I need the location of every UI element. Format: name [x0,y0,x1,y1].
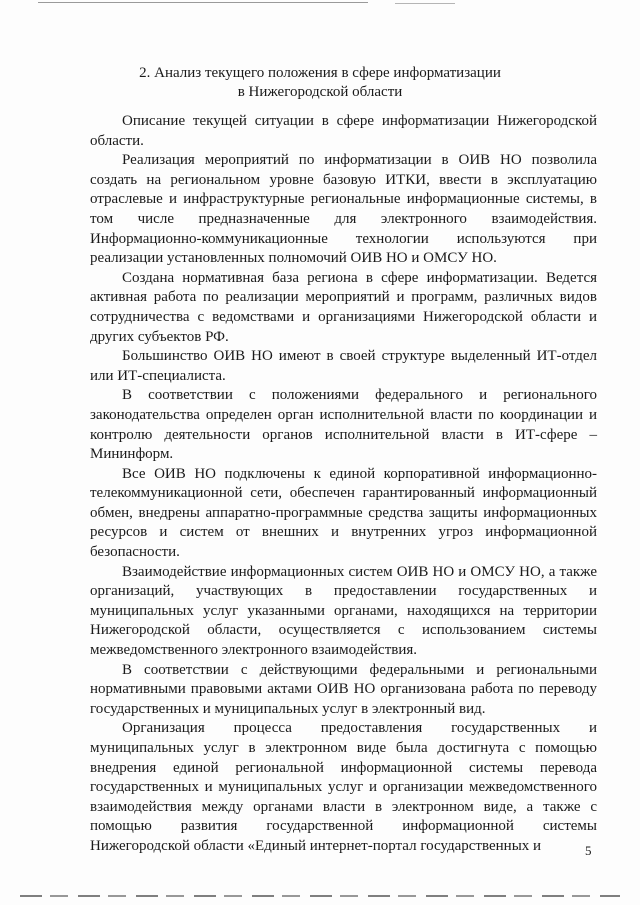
paragraph-it-departments: Большинство ОИВ НО имеют в своей структуре выделенный ИТ-отдел или ИТ-специалиста. [90,348,597,384]
heading-line-2: в Нижегородской области [237,84,403,100]
paragraph-corporate-network: Все ОИВ НО подключены к единой корпоративной информационно-телекоммуникационной сети, обеспечен гарантированный информационный обмен, внедрены аппаратно-программные средства защиты информационных ресурсов и систем от внешних и внутренних угроз информационной безопасности. [90,465,597,561]
scan-artifact-bottom [20,895,620,897]
paragraph-organization: Организация процесса предоставления государственных и муниципальных услуг в электронном виде была достигнута с помощью внедрения единой региональной информационной системы перевода государственных и муниципальных услуг и организации межведомственного взаимодействия между органами власти в электронном виде, а также с помощью развития государственной информационной системы Нижегородской области «Единый интернет-портал государственных и [90,720,597,854]
paragraph-intro: Описание текущей ситуации в сфере информатизации Нижегородской области. [90,113,597,149]
section-heading [90,64,550,102]
paragraph-electronic-services: В соответствии с действующими федеральными и региональными нормативными правовыми актами ОИВ НО организована работа по переводу государственных и муниципальных услуг в электронный вид. [90,661,597,717]
document-body [90,112,597,857]
heading-line-1: 2. Анализ текущего положения в сфере информатизации [139,65,501,81]
paragraph-interaction: Взаимодействие информационных систем ОИВ НО и ОМСУ НО, а также организаций, участвующих в предоставлении государственных и муниципальных услуг указанными органами, находящихся на территории Нижегородской области, осуществляется с использованием системы межведомственного электронного взаимодействия. [90,563,597,659]
scan-artifact-top [38,2,368,3]
page-number: 5 [585,843,592,858]
paragraph-implementation: Реализация мероприятий по информатизации в ОИВ НО позволила создать на региональном уровне базовую ИТКИ, ввести в эксплуатацию отраслевые и инфраструктурные региональные информационные системы, в том числе предназначенные для электронного взаимодействия. Информационно-коммуникационные технологии используются при реализации установленных полномочий ОИВ НО и ОМСУ НО. [90,152,597,267]
paragraph-coordination: В соответствии с положениями федерального и регионального законодательства определен орган исполнительной власти по координации и контролю деятельности органов исполнительной власти в ИТ-сфере – Мининформ. [90,387,597,463]
scan-artifact-top-right [395,3,455,4]
paragraph-regulatory-base: Создана нормативная база региона в сфере информатизации. Ведется активная работа по реализации мероприятий и программ, различных видов сотрудничества с ведомствами и организациями Нижегородской области и других субъектов РФ. [90,269,597,345]
